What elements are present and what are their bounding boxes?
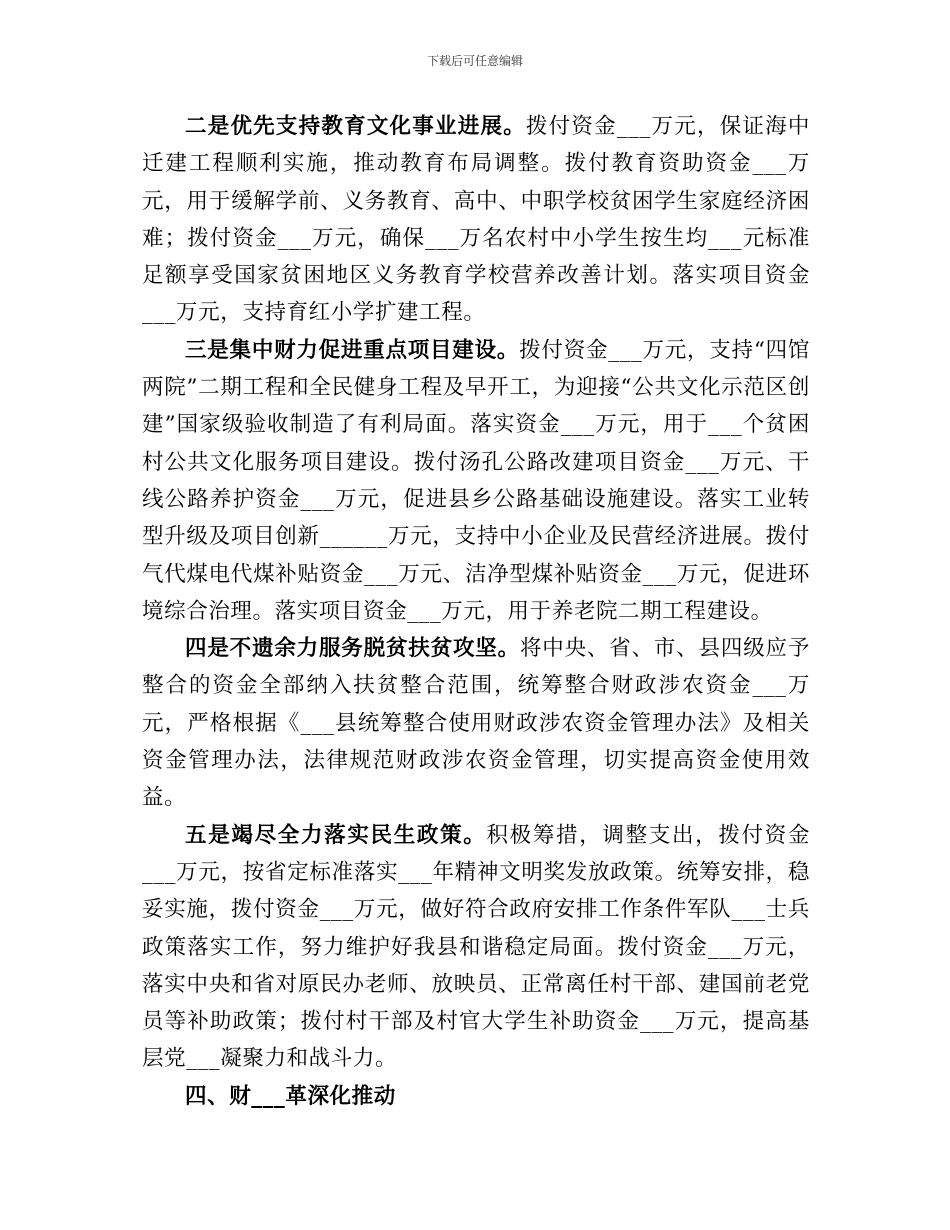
paragraph-lead: 二是优先支持教育文化事业进展。 bbox=[185, 114, 526, 139]
paragraph-livelihood bbox=[142, 817, 810, 1078]
paragraph-lead: 四是不遗余力服务脱贫扶贫攻坚。 bbox=[185, 636, 520, 662]
paragraph-body: 积极筹措，调整支出，拨付资金___万元，按省定标准落实___年精神文明奖发放政策。统筹安排，稳妥实施，拨付资金___万元，做好符合政府安排工作条件军队___士兵政策落实工作，努力维护好我县和谐稳定局面。拨付资金___万元，落实中央和省对原民办老师、放映员、正常离任村干部、建国前老党员等补助政策；拨付村干部及村官大学生补助资金___万元，提高基层党___凝聚力和战斗力。 bbox=[142, 822, 810, 1072]
paragraph-body: 拨付资金___万元，支持“四馆两院”二期工程和全民健身工程及早开工，为迎接“公共文化示范区创建”国家级验收制造了有利局面。落实资金___万元，用于___个贫困村公共文化服务项目建设。拨付汤孔公路改建项目资金___万元、干线公路养护资金___万元，促进县乡公路基础设施建设。落实工业转型升级及项目创新______万元，支持中小企业及民营经济进展。拨付气代煤电代煤补贴资金___万元、洁净型煤补贴资金___万元，促进环境综合治理。落实项目资金___万元，用于养老院二期工程建设。 bbox=[142, 337, 810, 624]
document-body bbox=[142, 108, 810, 1115]
paragraph-key-projects bbox=[142, 332, 810, 630]
paragraph-education bbox=[142, 108, 810, 332]
page-header: 下载后可任意编辑 bbox=[426, 54, 523, 68]
paragraph-lead: 五是竭尽全力落实民生政策。 bbox=[185, 822, 487, 848]
paragraph-body: 拨付资金___万元，保证海中迁建工程顺利实施，推动教育布局调整。拨付教育资助资金___万元，用于缓解学前、义务教育、高中、中职学校贫困学生家庭经济困难；拨付资金___万元，确保___万名农村中小学生按生均___元标准足额享受国家贫困地区义务教育学校营养改善计划。落实项目资金___万元，支持育红小学扩建工程。 bbox=[142, 114, 810, 326]
paragraph-lead: 三是集中财力促进重点项目建设。 bbox=[185, 337, 520, 363]
paragraph-poverty bbox=[142, 630, 810, 816]
section-heading: 四、财___革深化推动 bbox=[185, 1083, 396, 1109]
paragraph-body: 将中央、省、市、县四级应予整合的资金全部纳入扶贫整合范围，统筹整合财政涉农资金___万元，严格根据《___县统筹整合使用财政涉农资金管理办法》及相关资金管理办法，法律规范财政涉农资金管理，切实提高资金使用效益。 bbox=[142, 636, 810, 811]
